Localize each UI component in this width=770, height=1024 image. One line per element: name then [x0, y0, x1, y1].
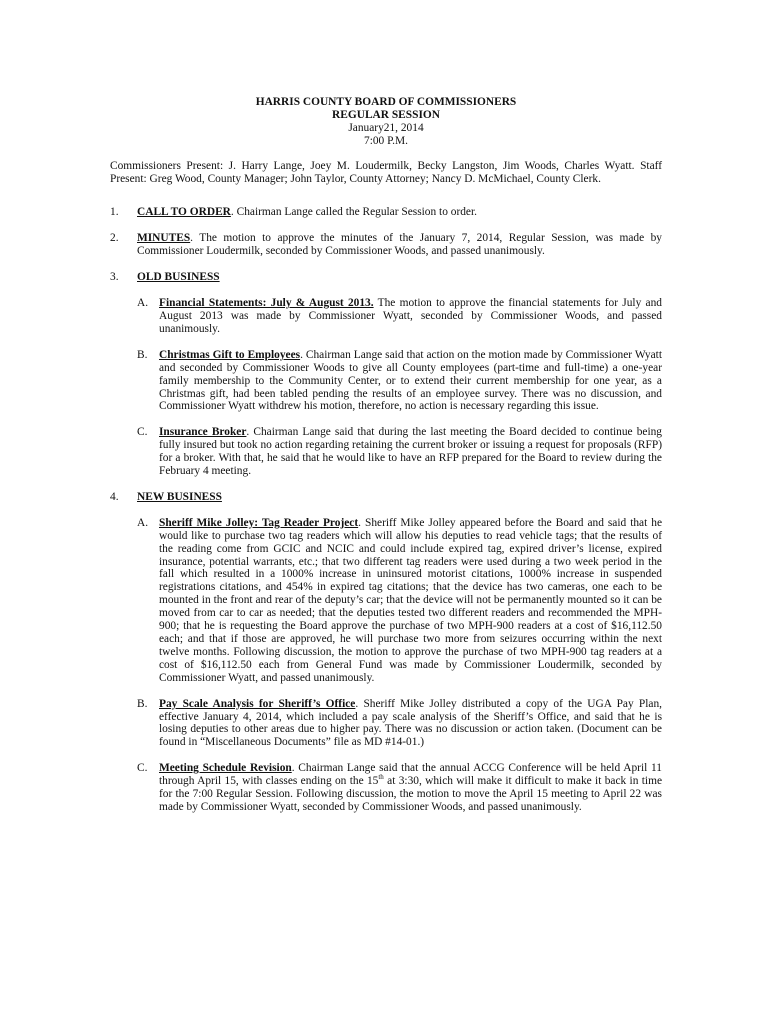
- subitem-letter: C.: [137, 762, 148, 775]
- meeting-time: 7:00 P.M.: [364, 134, 408, 147]
- subitem-text: The motion to approve the financial statements for July and August 2013 was made by Commissioner Wyatt, seconded by Commissioner Woods, and passed unanimously.: [159, 297, 662, 335]
- minutes-page: [110, 96, 662, 827]
- item-heading: CALL TO ORDER: [137, 206, 231, 219]
- agenda-item-minutes: [110, 232, 662, 258]
- subitem-text: . Chairman Lange said that the annual ACCG Conference will be held April 11 through April 15, with classes ending on the 15: [159, 762, 662, 788]
- subitem-letter: C.: [137, 426, 148, 439]
- item-number: 4.: [110, 490, 119, 503]
- item-heading: MINUTES: [137, 232, 191, 245]
- subitem-heading: Meeting Schedule Revision: [159, 762, 292, 775]
- subitem-text: . Chairman Lange said that during the last meeting the Board decided to continue being fully insured but took no action regarding retaining the current broker or issuing a request for proposals (RFP) for a broker. With that, he said that he would like to have an RFP prepared for the Board to review during the February 4 meeting.: [159, 426, 663, 478]
- agenda-item-old-business: [110, 271, 662, 478]
- agenda-item-new-business: [110, 491, 662, 814]
- subitem-heading: Pay Scale Analysis for Sheriff’s Office: [159, 697, 356, 710]
- item-text: . Chairman Lange called the Regular Session to order.: [230, 206, 478, 219]
- subitem-christmas-gift: [137, 349, 662, 414]
- item-number: 2.: [110, 232, 119, 245]
- subitem-pay-scale-analysis: [137, 698, 662, 750]
- subitem-heading: Financial Statements: July & August 2013.: [159, 297, 374, 310]
- item-number: 3.: [110, 271, 119, 284]
- item-heading: NEW BUSINESS: [137, 490, 222, 503]
- subitem-tag-reader-project: [137, 517, 662, 685]
- subitem-text: . Sheriff Mike Jolley distributed a copy of the UGA Pay Plan, effective January 4, 2014, which included a pay scale analysis of the Sheriff’s Office, and said that he is losing deputies to other areas due to higher pay. There was no discussion or action taken. (Document can be found in “Miscellaneous Documents” file as MD #14-01.): [159, 697, 662, 749]
- subitem-letter: B.: [137, 697, 148, 710]
- attendees-paragraph: Commissioners Present: J. Harry Lange, Joey M. Loudermilk, Becky Langston, Jim Woods, Charles Wyatt. Staff Present: Greg Wood, County Manager; John Taylor, County Attorney; Nancy D. McMichael, County Clerk.: [110, 159, 662, 185]
- subitem-letter: B.: [137, 348, 148, 361]
- subitem-heading: Christmas Gift to Employees: [159, 348, 301, 361]
- ordinal-suffix: th: [378, 773, 384, 782]
- subitem-heading: Sheriff Mike Jolley: Tag Reader Project: [159, 516, 359, 529]
- subitem-text: . Sheriff Mike Jolley appeared before the Board and said that he would like to purchase two tag readers which will allow his deputies to read vehicle tags; that the results of the reading come from GCIC and NCIC and could include expired tag, expired driver’s license, expired insurance, potential warrants, etc.; that two different tag readers were used during a two week period in the fall which resulted in a 1000% increase in uninsured motorist citations, 1000% increase in suspended registrations citations, and 454% in expired tag citations; that the device has two cameras, one each to be mounted in the front and rear of the deputy’s car; that the device will not be permanently mounted so it can be moved from car to car as needed; that the deputies tested two different readers and recommended the MPH-900; that he is requesting the Board approve the purchase of two MPH-900 readers at a cost of $16,112.50 each; and that if those are approved, he will purchase two more from seizures occurring within the next twelve months. Following discussion, the motion to approve the purchase of two MPH-900 tag readers at a cost of $16,112.50 each from General Fund was made by Commissioner Loudermilk, seconded by Commissioner Wyatt, and passed unanimously.: [159, 516, 663, 684]
- meeting-date: January21, 2014: [348, 121, 424, 134]
- item-heading: OLD BUSINESS: [137, 271, 220, 284]
- session-title: REGULAR SESSION: [332, 108, 440, 121]
- board-title: HARRIS COUNTY BOARD OF COMMISSIONERS: [255, 96, 517, 108]
- agenda-item-call-to-order: [110, 206, 662, 219]
- subitem-letter: A.: [137, 297, 149, 310]
- subitem-text-continued: at 3:30, which will make it difficult to make it back in time for the 7:00 Regular Session. Following discussion, the motion to move the April 15 meeting to April 22 was made by Commissioner Wyatt, seconded by Commissioner Woods, and passed unanimously.: [159, 775, 662, 813]
- subitem-financial-statements: [137, 297, 662, 336]
- subitem-text: . Chairman Lange said that action on the motion made by Commissioner Wyatt and seconded by Commissioner Woods to give all County employees (part-time and full-time) a one-year family membership to the Community Center, or to extend their current membership for one year, as a Christmas gift, had been tabled pending the results of an employee survey. There was no discussion, and Commissioner Wyatt withdrew his motion, therefore, no action is necessary regarding this issue.: [159, 348, 662, 413]
- item-number: 1.: [110, 206, 119, 219]
- subitem-insurance-broker: [137, 426, 662, 478]
- document-header: [110, 96, 662, 148]
- subitem-letter: A.: [137, 516, 149, 529]
- subitem-heading: Insurance Broker: [159, 426, 247, 439]
- subitem-meeting-schedule-revision: [137, 762, 662, 814]
- item-text: . The motion to approve the minutes of the January 7, 2014, Regular Session, was made by Commissioner Loudermilk, seconded by Commissioner Woods, and passed unanimously.: [137, 232, 662, 258]
